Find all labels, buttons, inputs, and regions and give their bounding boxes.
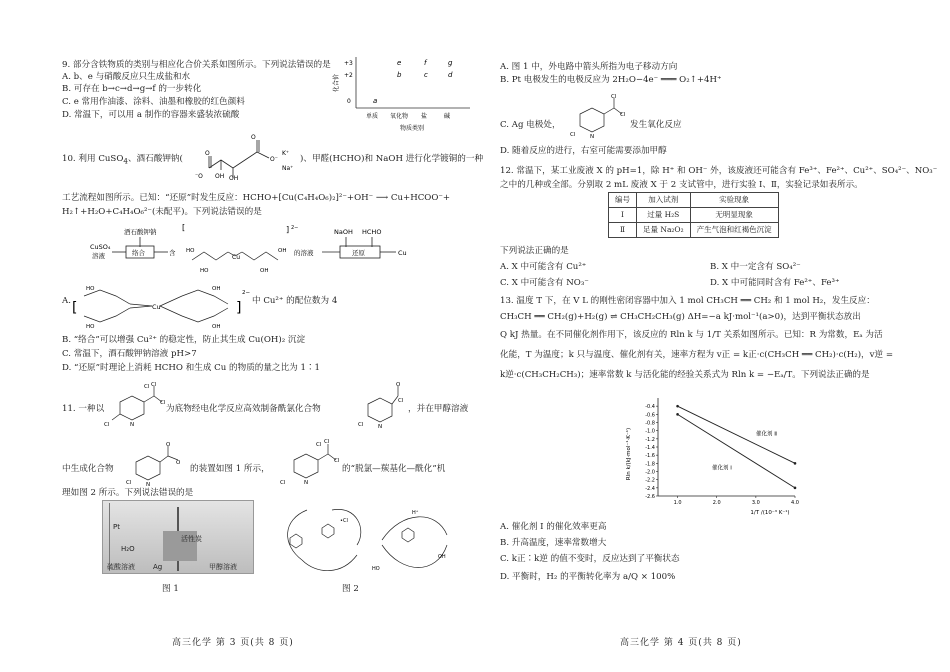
- chart-y-tick-label: -0.8: [645, 420, 655, 427]
- chart-y-tick-label: -1.4: [645, 445, 655, 451]
- flow-end: Cu: [398, 249, 407, 257]
- svg-text:OH: OH: [215, 173, 225, 180]
- q12-option-d: D. X 中可能同时含有 Fe²⁺、Fe³⁺: [710, 278, 840, 288]
- q9-point-g: g: [448, 59, 453, 67]
- q9-option-b: B. 可存在 b→c→d→g→f 的一步转化: [62, 84, 202, 94]
- table-cell: Ⅱ: [609, 223, 637, 238]
- chart-y-tick-label: -2.6: [645, 494, 655, 500]
- q11-option-c: C. Ag 电极处，: [500, 120, 561, 130]
- svg-text:Cu: Cu: [232, 254, 240, 261]
- q9-point-e: e: [397, 59, 402, 67]
- table-cell: Ⅰ: [609, 208, 637, 223]
- q9-option-d: D. 常温下，可以用 a 制作的容器来盛装浓硫酸: [62, 110, 240, 120]
- page-3-footer: 高三化学 第 3 页(共 8 页): [172, 638, 294, 648]
- chart-x-tick-label: 1.0: [673, 500, 682, 506]
- q9-point-d: d: [448, 71, 453, 79]
- svg-text:•Cl: •Cl: [340, 518, 348, 524]
- q10-option-b: B. “络合”可以增强 Cu²⁺ 的稳定性，防止其生成 Cu(OH)₂ 沉淀: [62, 335, 306, 345]
- sodium-potassium-tartrate-structure: [187, 132, 297, 180]
- q9-point-b: b: [397, 71, 402, 79]
- chart-series-line-1: [678, 406, 795, 463]
- svg-text:OH: OH: [278, 248, 287, 254]
- q10-option-a-label: A.: [62, 296, 71, 306]
- methyl-ester-structure: [126, 440, 186, 486]
- q11-line3: 理如图 2 所示。下列说法错误的是: [62, 488, 194, 498]
- fig1-label-carbon: 活性炭: [181, 535, 202, 543]
- page-3-column: [62, 0, 502, 672]
- q13-option-d: D. 平衡时，H₂ 的平衡转化率为 a/Q × 100%: [500, 572, 676, 582]
- q9-valence-chart: [330, 52, 480, 134]
- svg-text:N: N: [304, 480, 309, 486]
- q11-line2-c: 的“脱氯—羰基化—酰化”机: [342, 464, 446, 474]
- fig1-label-ag: Ag: [153, 563, 163, 571]
- svg-text:N: N: [378, 424, 383, 428]
- q13-line-3: Q kJ 热量。在不同催化剂作用下，该反应的 Rln k 与 1/T 关系如图所示。已知：R 为常数，Eₐ 为活: [500, 330, 883, 340]
- svg-text:HO: HO: [372, 566, 380, 572]
- page-4-column: [500, 0, 940, 672]
- svg-text:Cl: Cl: [611, 94, 617, 100]
- q12-option-a: A. X 中可能含有 Cu²⁺: [500, 262, 587, 272]
- chart-y-tick-label: -2.4: [645, 485, 655, 492]
- svg-text:Cu: Cu: [152, 303, 161, 311]
- flow-mid: 含: [169, 249, 176, 257]
- chart-y-tick-label: -2.0: [645, 469, 655, 476]
- svg-text:Cl: Cl: [316, 442, 322, 448]
- table-header: 编号: [609, 193, 637, 208]
- q12-experiment-table: [608, 192, 779, 238]
- svg-text:Cl: Cl: [144, 384, 150, 390]
- q10-process-flow: [82, 222, 472, 284]
- q13-line-1: 13. 温度 T 下，在 V L 的刚性密闭容器中加入 1 mol CH₃CH ══ CH₂ 和 1 mol H₂，发生反应：: [500, 296, 875, 306]
- fig1-label-sulfuric: 硫酸溶液: [107, 563, 135, 571]
- svg-text:]: ]: [236, 300, 242, 316]
- chart-y-tick-label: -2.2: [645, 477, 655, 484]
- q13-option-c: C. k正∶k逆 的值不变时，反应达到了平衡状态: [500, 554, 680, 564]
- svg-text:N: N: [130, 422, 135, 428]
- q11-line2-b: 的装置如图 1 所示，: [190, 464, 270, 474]
- fig1-label-water: H₂O: [121, 545, 135, 553]
- q10-stem: 10. 利用 CuSO$_4$、酒石酸钾钠(: [62, 154, 183, 166]
- chart-point: [794, 487, 797, 490]
- svg-text:Cl: Cl: [570, 132, 576, 138]
- svg-text:HO: HO: [186, 248, 195, 254]
- table-header: 实验现象: [690, 193, 778, 208]
- fig1-label-pt: Pt: [113, 523, 120, 531]
- chart-series-label: 催化剂 Ⅱ: [755, 431, 777, 438]
- trichloromethyl-chloropyridine-structure-2: [278, 436, 340, 486]
- svg-text:OH: OH: [212, 286, 221, 292]
- q9-xlabel: 物质类别: [400, 125, 425, 132]
- svg-text:⁻O: ⁻O: [195, 173, 203, 180]
- svg-text:Cl: Cl: [151, 382, 157, 388]
- q13-line-2: CH₃CH ══ CH₂(g)+H₂(g) ⇌ CH₃CH₂CH₃(g) ΔH=−a kJ·mol⁻¹(a>0)，达到平衡状态放出: [500, 312, 861, 322]
- chart-y-tick-label: -0.4: [645, 404, 655, 411]
- svg-text:OH: OH: [260, 268, 269, 274]
- q11-option-b: B. Pt 电极发生的电极反应为 2H₂O−4e⁻ ═══ O₂↑+4H⁺: [500, 75, 722, 85]
- table-header-row: [609, 193, 779, 208]
- flow-reagent: 酒石酸钾钠: [124, 228, 157, 236]
- q9-xtick: 盐: [421, 113, 428, 120]
- svg-text:N: N: [146, 482, 151, 486]
- svg-text:OH: OH: [229, 175, 239, 180]
- q10-option-c: C. 常温下，酒石酸钾钠溶液 pH>7: [62, 349, 197, 359]
- flow-start: CuSO₄: [90, 243, 111, 251]
- svg-text:Cl: Cl: [334, 458, 340, 464]
- q9-ytick: 0: [347, 98, 351, 105]
- chart-y-tick-label: -1.0: [645, 428, 655, 435]
- table-header: 加入试剂: [637, 193, 691, 208]
- q10-option-d: D. “还原”时理论上消耗 HCHO 和生成 Cu 的物质的量之比为 1∶1: [62, 363, 321, 373]
- chart-xlabel: 1/T /(10⁻³ K⁻¹): [750, 510, 790, 516]
- q10-line2: 工艺流程如图所示。已知：“还原”时发生反应：HCHO+[Cu(C₄H₄O₆)₂]²⁻+OH⁻ ⟶ Cu+HCOO⁻+: [62, 193, 451, 203]
- q9-ytick: +3: [344, 60, 353, 67]
- q11-option-d: D. 随着反应的进行，右室可能需要添加甲醇: [500, 146, 667, 156]
- q10-line3: H₂↑+H₂O+C₄H₄O₆²⁻(未配平)。下列说法错误的是: [62, 207, 262, 217]
- q12-stem-1: 12. 常温下，某工业废液 X 的 pH=1，除 H⁺ 和 OH⁻ 外，该废液还可能含有 Fe³⁺、Fe²⁺、Cu²⁺、SO₄²⁻、NO₃⁻: [500, 166, 938, 176]
- svg-text:H⁺: H⁺: [412, 510, 419, 516]
- q11-figure-1-apparatus: [102, 500, 254, 574]
- q10-stem-cont: )、甲醛(HCHO)和 NaOH 进行化学镀铜的一种: [300, 154, 484, 164]
- svg-text:N: N: [590, 134, 595, 138]
- q11-figure-2-mechanism: [262, 500, 462, 580]
- q9-option-a: A. b、e 与硝酸反应只生成盐和水: [62, 72, 191, 82]
- flow-step-complex: 络合: [132, 249, 145, 257]
- q11-stem-a: 11. 一种以: [62, 404, 105, 414]
- table-cell: 足量 Na₂O₂: [637, 223, 691, 238]
- svg-text:[: [: [72, 300, 78, 316]
- q11-option-c-structure: [570, 92, 630, 138]
- chart-ylabel: Rln k/(kJ·mol⁻¹·K⁻¹): [626, 427, 632, 481]
- chart-point: [794, 462, 797, 465]
- svg-text:]: ]: [286, 225, 290, 234]
- potassium-ion: K⁺: [282, 150, 290, 157]
- svg-text:O: O: [176, 460, 181, 466]
- svg-text:HO: HO: [200, 268, 209, 274]
- chart-point: [676, 413, 679, 416]
- svg-text:Cl: Cl: [160, 400, 166, 406]
- svg-text:O⁻: O⁻: [270, 156, 278, 163]
- q9-point-f: f: [424, 59, 427, 67]
- sodium-ion: Na⁺: [282, 165, 294, 172]
- svg-text:O: O: [166, 442, 171, 448]
- flow-step-reduce: 还原: [352, 249, 365, 257]
- copper-tartrate-complex-structure: [72, 282, 252, 328]
- q10-option-a: 中 Cu²⁺ 的配位数为 4: [252, 296, 338, 306]
- svg-text:2−: 2−: [242, 290, 251, 296]
- svg-text:Cl: Cl: [324, 439, 330, 445]
- chart-y-tick-label: -1.8: [645, 461, 655, 468]
- q9-ylabel: 化合价: [333, 73, 340, 92]
- flow-naoh: NaOH: [334, 228, 353, 236]
- chart-y-tick-label: -1.2: [645, 436, 655, 443]
- table-row: [609, 223, 779, 238]
- q9-xtick: 碱: [444, 113, 451, 120]
- q9-ytick: +2: [344, 72, 353, 79]
- q9-xtick: 氧化物: [390, 113, 409, 120]
- q9-point-a: a: [373, 97, 378, 105]
- svg-text:Cl: Cl: [358, 422, 364, 428]
- svg-text:O: O: [396, 382, 401, 388]
- chart-x-tick-label: 2.0: [712, 500, 721, 506]
- q12-option-b: B. X 中一定含有 SO₄²⁻: [710, 262, 801, 272]
- q11-figure-1-caption: 图 1: [162, 584, 179, 594]
- q13-option-a: A. 催化剂 Ⅰ 的催化效率更高: [500, 522, 607, 532]
- acyl-chloride-structure: [358, 382, 404, 428]
- flow-mid-2: 的溶液: [294, 249, 314, 257]
- q9-point-c: c: [424, 71, 428, 79]
- q13-line-5: k逆·c(CH₃CH₂CH₃)；速率常数 k 与活化能的经验关系式为 Rln k = −Eₐ/T。下列说法正确的是: [500, 370, 870, 380]
- svg-text:O: O: [205, 150, 210, 157]
- svg-text:Cl: Cl: [398, 398, 404, 404]
- svg-text:Cl: Cl: [620, 112, 626, 118]
- q12-option-c: C. X 中可能含有 NO₃⁻: [500, 278, 589, 288]
- chart-y-tick-label: -1.6: [645, 453, 655, 460]
- q13-line-4: 化能，T 为温度；k 只与温度、催化剂有关，速率方程为 v正 = k正·c(CH₃CH ══ CH₂)·c(H₂)，v逆 =: [500, 350, 894, 360]
- svg-text:O: O: [251, 134, 256, 141]
- svg-text:Cl: Cl: [280, 480, 286, 486]
- svg-text:HO: HO: [86, 286, 95, 292]
- page-4-footer: 高三化学 第 4 页(共 8 页): [620, 638, 742, 648]
- svg-text:Cl: Cl: [126, 480, 132, 486]
- q13-option-b: B. 升高温度，速率常数增大: [500, 538, 607, 548]
- svg-text:[: [: [182, 223, 186, 232]
- table-row: [609, 208, 779, 223]
- svg-text:Cl: Cl: [104, 422, 110, 428]
- chart-series-line-2: [678, 414, 795, 488]
- q11-option-a: A. 图 1 中，外电路中箭头所指为电子移动方向: [500, 62, 678, 72]
- q9-xtick: 单质: [366, 113, 379, 120]
- trichloromethyl-chloropyridine-structure: [104, 380, 166, 430]
- chart-x-tick-label: 4.0: [791, 500, 799, 506]
- q11-line2-a: 中生成化合物: [62, 464, 114, 474]
- svg-text:HO: HO: [86, 324, 95, 328]
- q12-ask: 下列说法正确的是: [500, 246, 569, 256]
- svg-text:OH: OH: [212, 324, 221, 328]
- q13-arrhenius-chart: [620, 392, 810, 516]
- q11-option-c-cont: 发生氧化反应: [630, 120, 682, 130]
- q11-figure-2-caption: 图 2: [342, 584, 359, 594]
- chart-x-tick-label: 3.0: [751, 500, 760, 506]
- q9-option-c: C. e 常用作油漆、涂料、油墨和橡胶的红色颜料: [62, 97, 245, 107]
- svg-text:OH: OH: [438, 554, 446, 560]
- q12-stem-2: 之中的几种或全部。分别取 2 mL 废液 X 于 2 支试管中，进行实验 Ⅰ、Ⅱ，实验记录如表所示。: [500, 180, 863, 190]
- fig1-label-methanol: 甲醇溶液: [209, 563, 237, 571]
- chart-y-tick-label: -0.6: [645, 412, 655, 419]
- svg-text:2−: 2−: [291, 225, 299, 231]
- table-cell: 产生气泡和红褐色沉淀: [690, 223, 778, 238]
- q9-stem: 9. 部分含铁物质的类别与相应化合价关系如图所示。下列说法错误的是: [62, 60, 331, 70]
- chart-point: [676, 405, 679, 408]
- flow-hcho: HCHO: [362, 228, 382, 236]
- flow-start-2: 溶液: [92, 252, 105, 260]
- q11-stem-b: 为底物经电化学反应高效制备酰氯化合物: [166, 404, 321, 414]
- table-cell: 无明显现象: [690, 208, 778, 223]
- table-cell: 过量 H₂S: [637, 208, 691, 223]
- q11-stem-c: ，并在甲醇溶液: [408, 404, 469, 414]
- chart-series-label: 催化剂 Ⅰ: [711, 465, 732, 472]
